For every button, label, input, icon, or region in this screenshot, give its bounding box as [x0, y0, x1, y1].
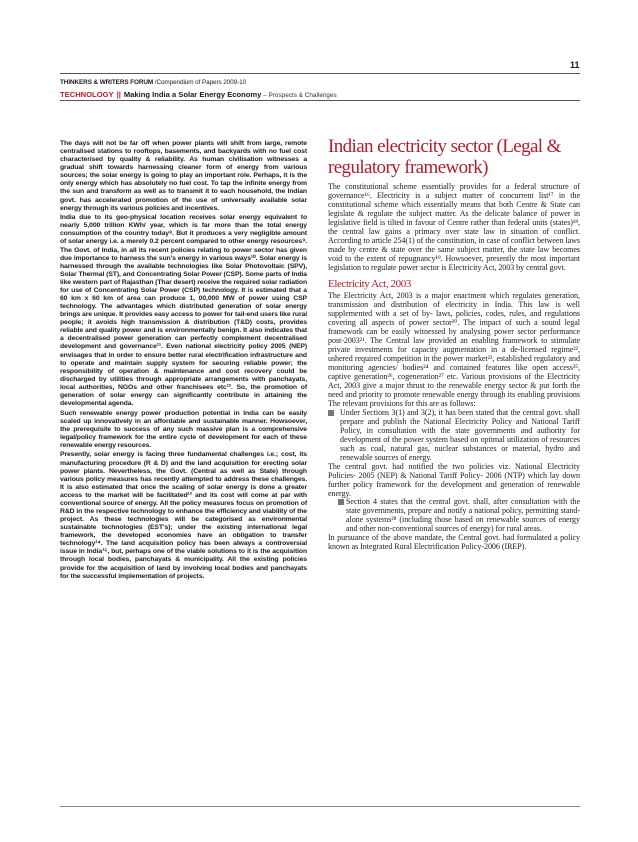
page-number: 11 — [570, 60, 580, 70]
article-subtitle: – Prospects & Challenges — [261, 92, 337, 99]
list-item — [328, 497, 580, 533]
header-rule-bottom — [60, 100, 580, 101]
square-bullet-icon — [338, 499, 344, 505]
right-column — [328, 137, 580, 551]
left-paragraph-2: India due to its geo-physical location receives solar energy equivalent to nearly 5,000 trillion KWh/ year, which is far more than the total energy consumption of the country today⁸. But it produces a very negligible amount of solar energy i.e. a merely 0.2 percent compared to other energy resources⁹. The Govt. of India, in all its recent policies relating to power sector has given due importance to harness the sun's energy in various ways¹⁰. Solar energy is harnessed through the available technologies like Solar Photovoltaic (SPV), Solar Thermal (ST), and Concentrating Solar Power (CSP). Some parts of India like western part of Rajasthan (Thar desert) receive the required solar radiation for use of Concentrating Solar Power (CSP) technology. It is estimated that a 60 km x 60 km of area can produce 1, 00,000 MW of power using CSP technology. The advantages which distributed generation of solar energy brings are unique. It provides easy access to power for tail-end users like rural people; it avoids high transmission & distribution (T&D) costs, provides reliable and quality power and is environmentally benign. It also indicates that a decentralised power generation can perfectly complement decentralised development and governance¹¹. Even national electricity policy 2005 (NEP) envisages that in order to ensure better rural electrification infrastructure and to operate and maintain supply system for securing reliable power; the responsibility of operation & maintenance and cost recovery could be discharged by utilities through appropriate arrangements with panchayats, local authorities, NGOs and other franchisees etc¹². So, the promotion of generation of solar energy can significantly contribute in attaining the developmental agenda. — [60, 214, 308, 407]
left-paragraph-3: Such renewable energy power production potential in India can be easily scaled up innovatively in an affordable and sustainable manner. Howsoever, the prerequisite to success of any such massive plan is a comprehensive legal/policy framework for the entire cycle of development for each of these renewable energy resources. — [60, 409, 307, 449]
journal-line — [60, 79, 246, 86]
section-line — [60, 90, 337, 99]
provisions-list-2 — [328, 497, 580, 533]
left-paragraph-4: Presently, solar energy is facing three fundamental challenges i.e.; cost, its manufacturing procedure (R & D) and the land acquisition for erecting solar power plants. Nevertheless, the Govt. (Central as well as State) through various policy measures has recently attempted to address these challenges. It is also estimated that once the scaling of solar energy is done a greater access to the market will be facilitated¹³ and its cost will come at par with conventional source of energy. All the policy measures focus on promotion of R&D in the respective technology to enhance the efficiency and viability of the project. As these technologies will be categorised as environmental sustainable technologies (EST's); under the existing international legal framework, the developed economies have an obligation to transfer technology¹⁴. The land acquisition policy has been always a controversial issue in India¹⁵, but, perhaps one of the viable solutions to it is the acquisition through local bodies, panchayats & municipality. All the existing policies provide for the acquisition of land by involving local bodies and panchayats for the successful implementation of projects. — [60, 451, 307, 580]
header-rule-top — [60, 73, 580, 74]
closing-paragraph: In pursuance of the above mandate, the Central govt. had formulated a policy known as Integrated Rural Electrification Policy-2006 (IREP). — [328, 533, 580, 552]
square-bullet-icon — [328, 410, 334, 416]
act-subheading: Electricity Act, 2003 — [328, 277, 411, 290]
section-label: TECHNOLOGY — [60, 90, 114, 99]
article-title: Making India a Solar Energy Economy — [123, 90, 262, 99]
provisions-list — [328, 408, 580, 462]
journal-edition: /Compendium of Papers 2009-10 — [153, 79, 247, 86]
journal-name: THINKERS & WRITERS FORUM — [60, 79, 154, 86]
list-item — [328, 408, 580, 462]
policy-paragraph: The central govt. had notified the two policies viz. National Electricity Policies- 2005 (NEP) & National Tariff Policy- 2006 (NTP) which lay down further policy framework for the development and generation of renewable energy. — [328, 461, 580, 498]
section-heading: Indian electricity sector (Legal & regulatory framework) — [328, 136, 561, 178]
act-paragraph: The Electricity Act, 2003 is a major enactment which regulates generation, transmission and distribution of electricity in India. This law is well supplemented with a set of by- laws, policies, codes, rules, and regulations covering all aspects of power sector²⁰. The impact of such a sound legal framework can be easily witnessed by analysing power sector performance post-2003²¹. The Central law provided an enabling framework to stimulate private investments for capacity augmentation in a de-licensed regime²², ushered required competition in the power market²³, established regulatory and monitoring agencies/ bodies²⁴ and contained features like open access²⁵, captive generation²⁶, cogeneration²⁷ etc. Various provisions of the Electricity Act, 2003 give a major thrust to the renewable energy sector & put forth the need and priority to promote renewable energy through its enabling provisions The relevant provisions for this are as follows: — [328, 290, 580, 408]
list-item-text: Section 4 states that the central govt. shall, after consultation with the state governments, prepare and notify a national policy, permitting stand-alone systems²⁸ (including those based on renewable sources of energy and other non-conventional sources of energy) for rural areas. — [346, 497, 580, 534]
left-column — [60, 140, 307, 582]
section-separator: || — [116, 90, 121, 99]
footer-rule — [60, 806, 580, 807]
left-paragraph-1: The days will not be far off when power plants will shift from large, remote centralised stations to rooftops, basements, and backyards with no fuel cost characterised by quality & reliability. As human civilisation witnesses a gradual shift towards harnessing cleaner form of energy from various sources; the solar energy is going to play an important role. Perhaps, it is the only energy which has absolutely no fuel cost. To tap the infinite energy from the sun and transform as well as to transmit it to each household, the Indian govt. has accelerated promotion of the use of universally available solar energy through its various policies and incentives. — [60, 140, 307, 212]
intro-paragraph: The constitutional scheme essentially provides for a federal structure of governance¹⁶. Electricity is a subject matter of concurrent list¹⁷ in the constitutional scheme which essentially means that both Centre & State can legislate & regulate the subject matter. As the delicate balance of power in legislative field is tilted in favour of Centre rather than federal units (states)¹⁸, the central law gains a primacy over state law in situation of conflict. According to article 254(1) of the constitution, in case of conflict between laws made by centre & state over the same subject matter, the state law becomes void to the extent of repugnancy¹⁹. Howsoever, presently the most important legislation to regulate power sector is Electricity Act, 2003 by central govt. — [328, 182, 580, 272]
list-item-text: Under Sections 3(1) and 3(2), it has been stated that the central govt. shall prepare and publish the National Electricity Policy and National Tariff Policy, in consultation with the state governments and authority for development of the power system based on optimal utilization of resources such as coal, natural gas, nuclear substances or material, hydro and renewable sources of energy. — [340, 407, 580, 462]
